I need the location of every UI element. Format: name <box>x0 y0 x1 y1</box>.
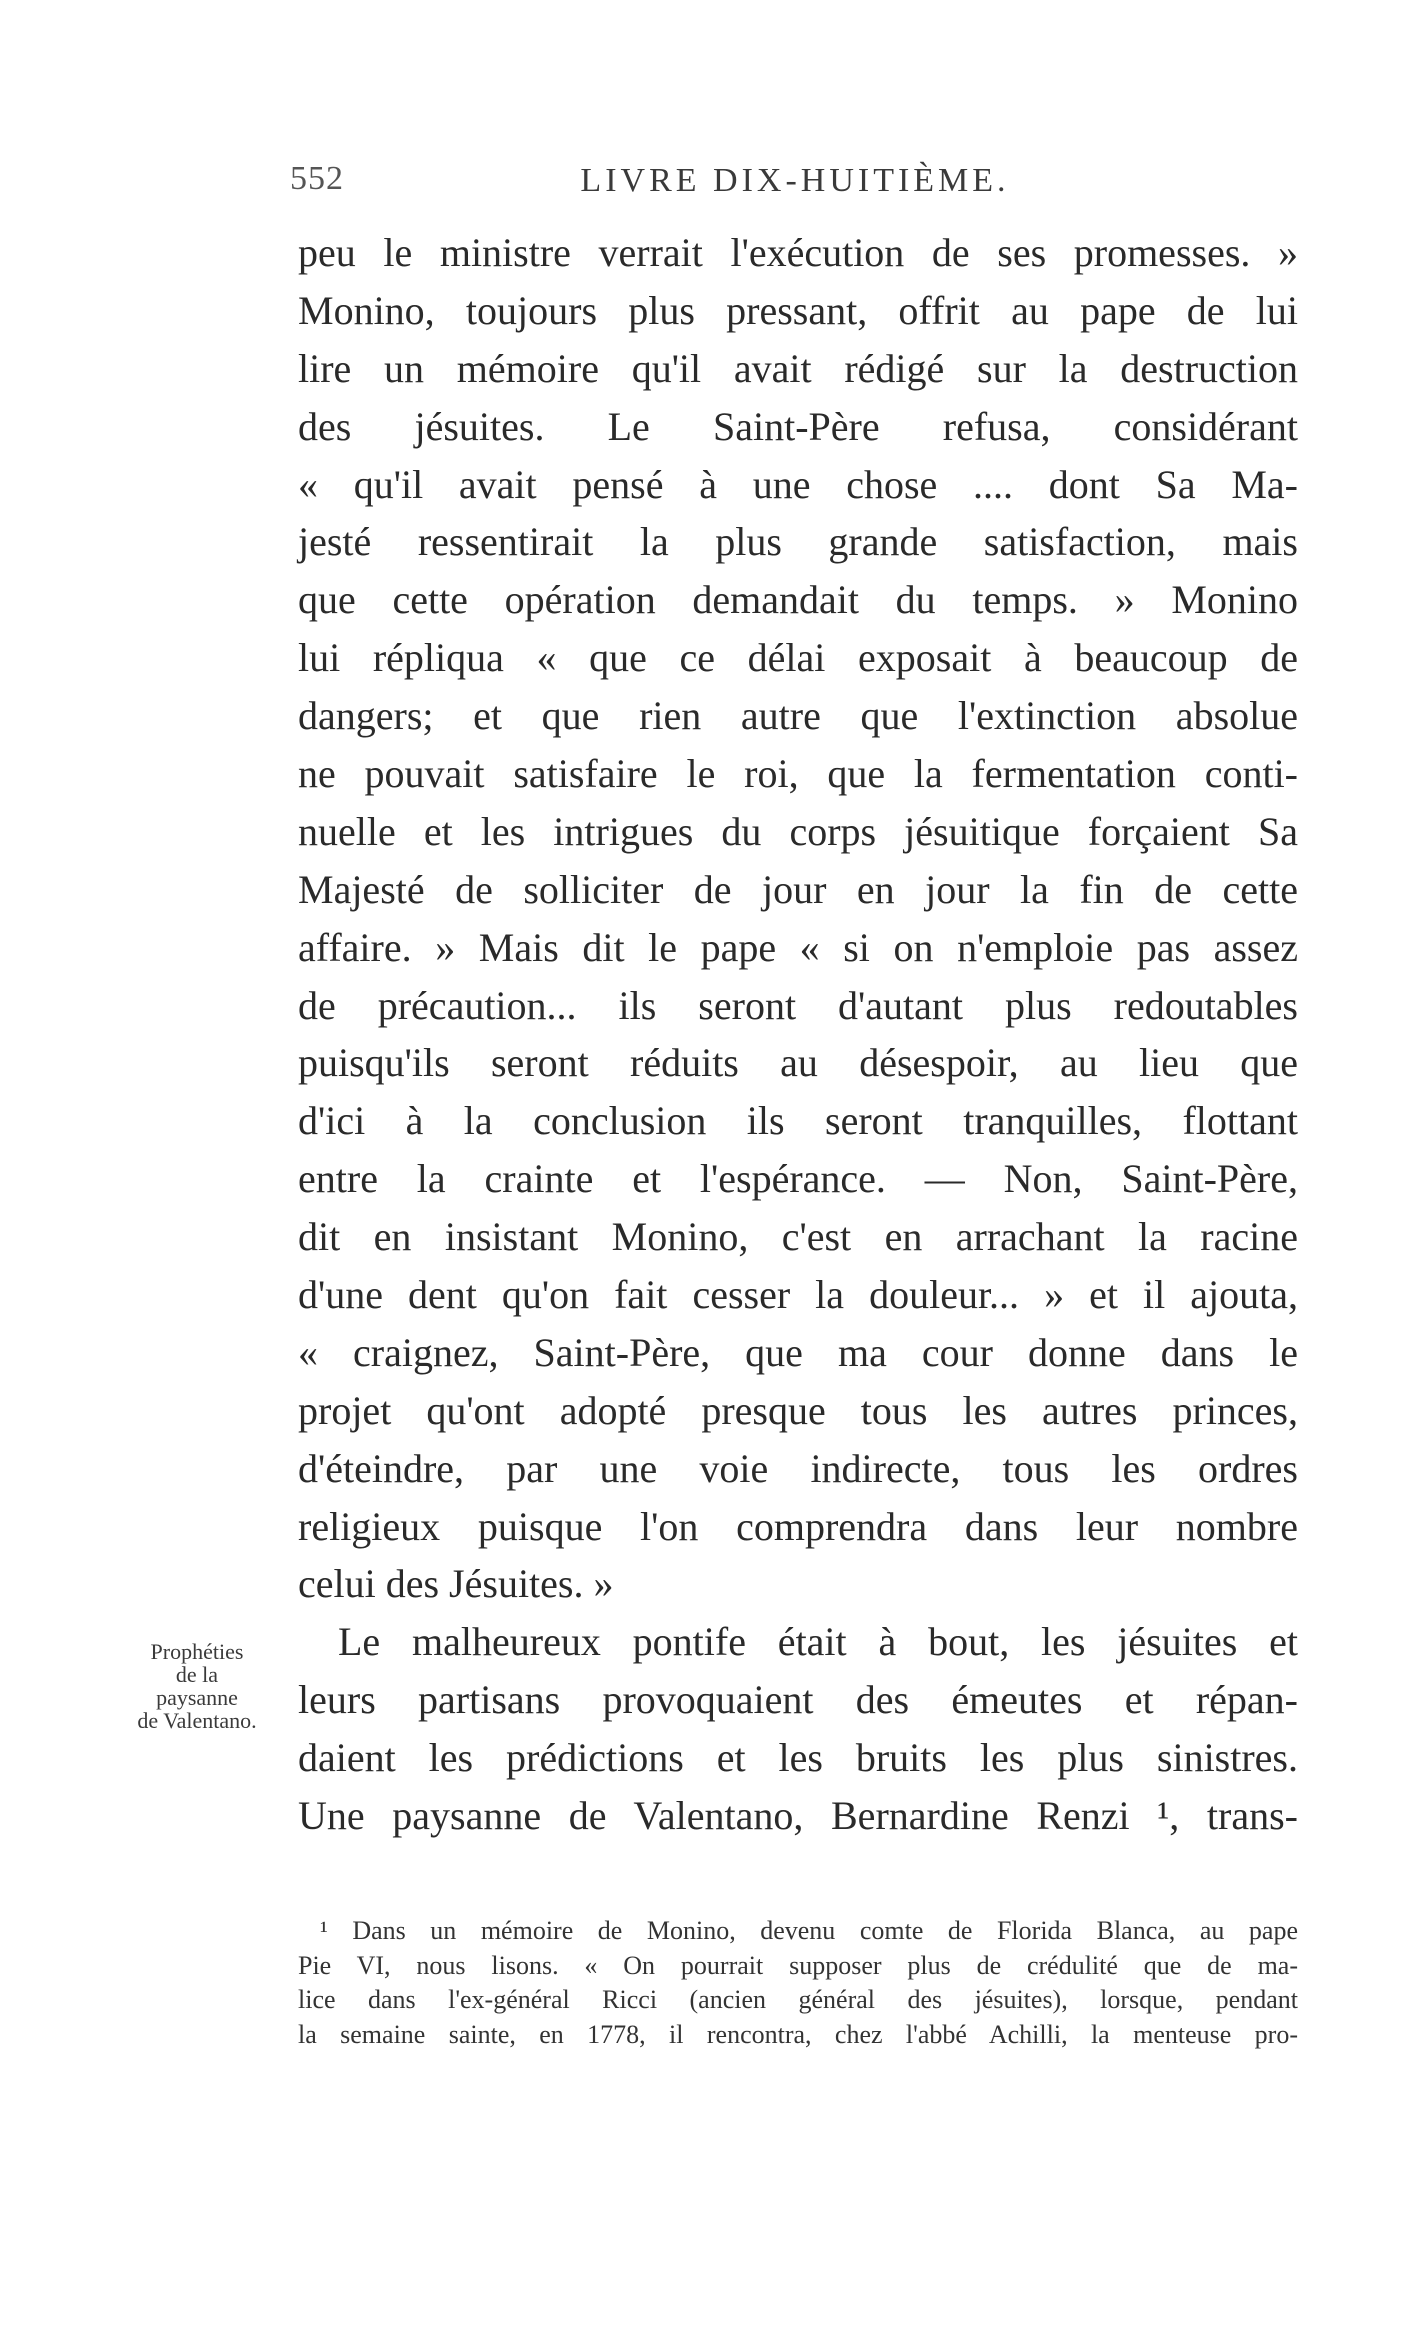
text-line: Majesté de solliciter de jour en jour la fin de cette <box>298 866 1298 912</box>
text-line: ne pouvait satisfaire le roi, que la fermentation conti- <box>298 751 1298 797</box>
margin-note <box>112 1640 282 1732</box>
text-line: daient les prédictions et les bruits les plus sinistres. <box>298 1735 1298 1781</box>
page-number: 552 <box>290 160 344 197</box>
text-line: Une paysanne de Valentano, Bernardine Renzi ¹, trans- <box>298 1793 1298 1839</box>
running-title: LIVRE DIX-HUITIÈME. <box>580 162 1010 199</box>
margin-note-line: de la <box>175 1662 219 1687</box>
text-line: lire un mémoire qu'il avait rédigé sur la destruction <box>298 345 1298 391</box>
margin-note-line: de Valentano. <box>137 1708 257 1733</box>
margin-note-line: paysanne <box>156 1685 238 1710</box>
text-line: Monino, toujours plus pressant, offrit au pape de lui <box>298 287 1298 333</box>
footnote-line: la semaine sainte, en 1778, il rencontra, chez l'abbé Achilli, la menteuse pro- <box>298 2019 1298 2049</box>
text-line: religieux puisque l'on comprendra dans leur nombre <box>298 1503 1298 1549</box>
text-line: « qu'il avait pensé à une chose .... dont Sa Ma- <box>298 461 1298 507</box>
text-line: d'une dent qu'on fait cesser la douleur... » et il ajouta, <box>298 1272 1298 1318</box>
text-line: dit en insistant Monino, c'est en arrachant la racine <box>298 1214 1298 1260</box>
text-line: projet qu'ont adopté presque tous les autres princes, <box>298 1387 1298 1433</box>
text-line: dangers; et que rien autre que l'extinction absolue <box>298 693 1298 739</box>
main-text <box>298 224 1298 1845</box>
text-line: entre la crainte et l'espérance. — Non, Saint-Père, <box>298 1156 1298 1202</box>
text-line: peu le ministre verrait l'exécution de ses promesses. » <box>298 230 1298 275</box>
text-line: lui répliqua « que ce délai exposait à beaucoup de <box>298 635 1298 681</box>
margin-note-line: Prophéties <box>150 1639 244 1664</box>
text-line: affaire. » Mais dit le pape « si on n'emploie pas assez <box>298 924 1298 970</box>
text-line: « craignez, Saint-Père, que ma cour donne dans le <box>298 1329 1298 1375</box>
text-line: nuelle et les intrigues du corps jésuitique forçaient Sa <box>298 808 1298 854</box>
text-line: que cette opération demandait du temps. » Monino <box>298 577 1298 623</box>
text-line: des jésuites. Le Saint-Père refusa, considérant <box>298 403 1298 449</box>
text-line: jesté ressentirait la plus grande satisfaction, mais <box>298 519 1298 565</box>
page-header <box>290 160 1300 210</box>
footnote-line: lice dans l'ex-général Ricci (ancien général des jésuites), lorsque, pendant <box>298 1985 1298 2014</box>
footnote <box>298 1914 1298 2052</box>
footnote-line: ¹ Dans un mémoire de Monino, devenu comte de Florida Blanca, au pape <box>320 1916 1298 1945</box>
footnote-line: Pie VI, nous lisons. « On pourrait supposer plus de crédulité que de ma- <box>298 1950 1298 1980</box>
text-line: d'ici à la conclusion ils seront tranquilles, flottant <box>298 1098 1298 1144</box>
text-line: puisqu'ils seront réduits au désespoir, au lieu que <box>298 1040 1298 1086</box>
text-line: leurs partisans provoquaient des émeutes et répan- <box>298 1677 1298 1723</box>
text-line: Le malheureux pontife était à bout, les jésuites et <box>338 1619 1298 1665</box>
text-line: de précaution... ils seront d'autant plus redoutables <box>298 982 1298 1028</box>
text-line: celui des Jésuites. » <box>298 1561 614 1607</box>
text-line: d'éteindre, par une voie indirecte, tous les ordres <box>298 1445 1298 1491</box>
